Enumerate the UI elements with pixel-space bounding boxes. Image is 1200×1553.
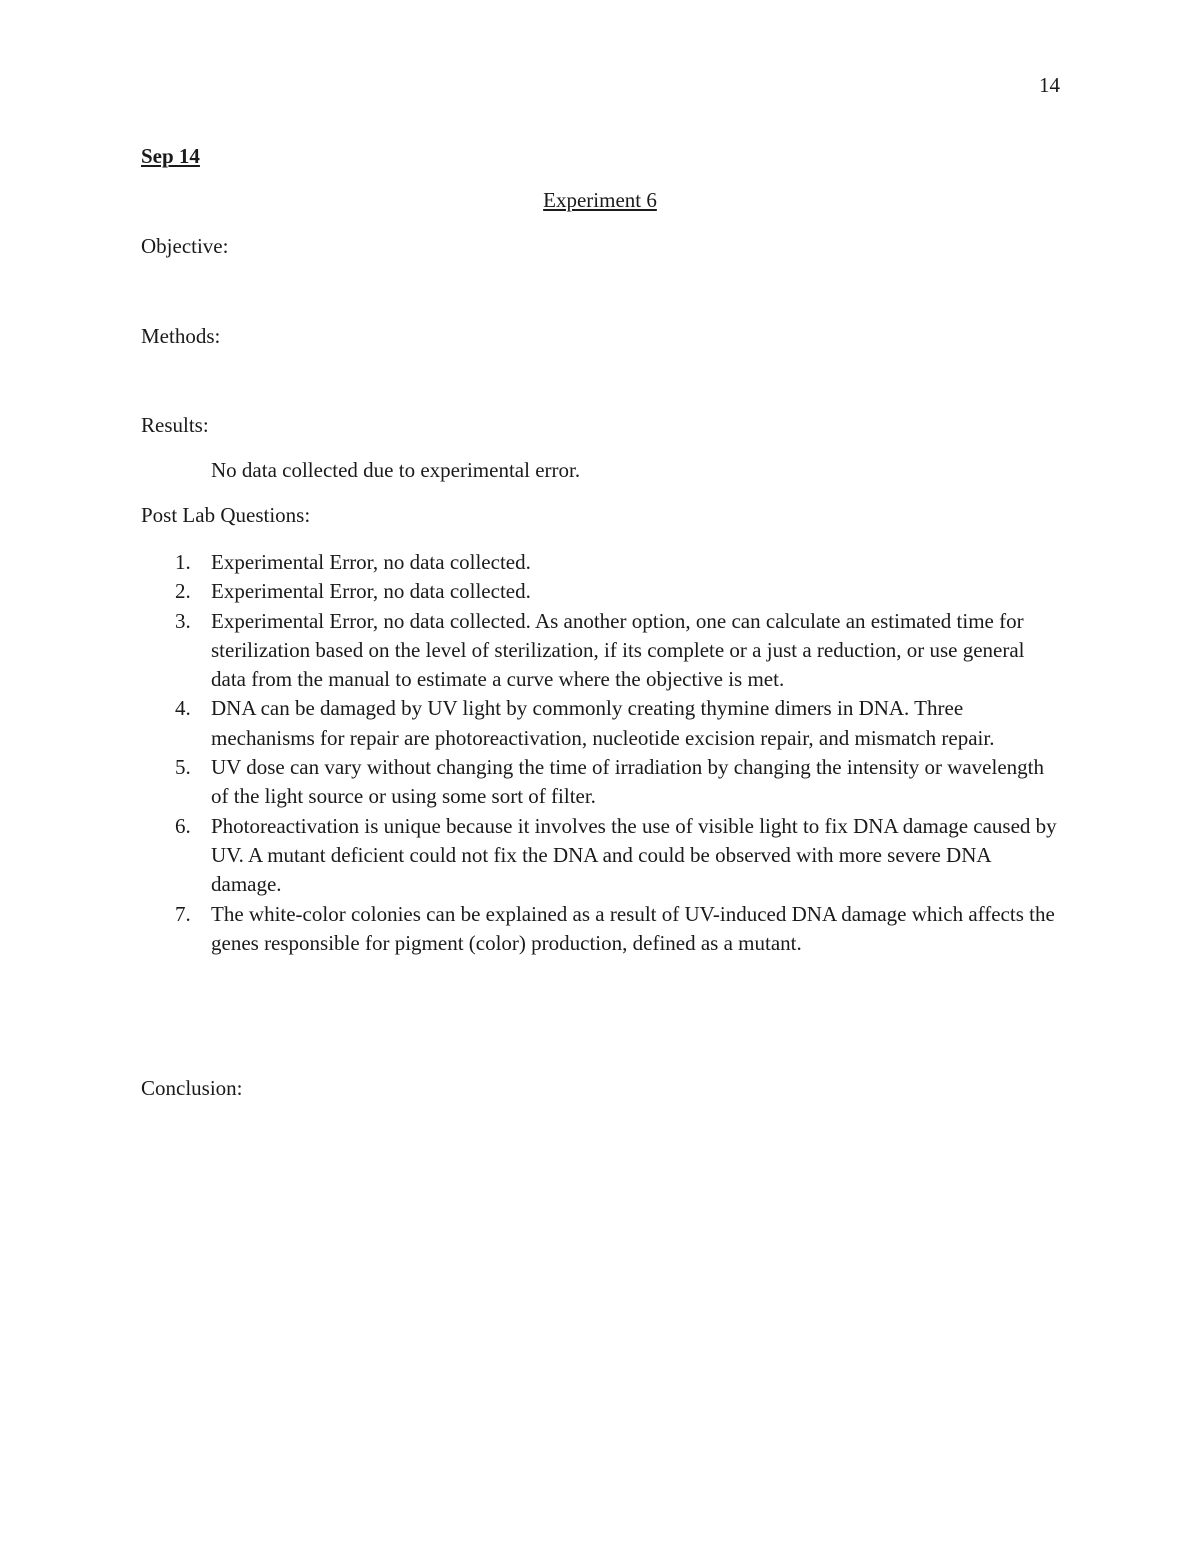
question-item [141, 694, 1061, 753]
question-number: 7. [175, 901, 191, 926]
page-number: 14 [1039, 73, 1060, 97]
results-text: No data collected due to experimental error. [211, 458, 581, 482]
objective-label: Objective: [141, 234, 229, 258]
question-number: 1. [175, 550, 191, 574]
results-label: Results: [141, 413, 209, 437]
question-answer: DNA can be damaged by UV light by commonly creating thymine dimers in DNA. Three mechanisms for repair are photoreactivation, nucleotide excision repair, and mismatch repair. [211, 696, 995, 750]
question-number: 6. [175, 813, 191, 838]
question-answer: Experimental Error, no data collected. [211, 550, 531, 574]
question-number: 3. [175, 608, 191, 633]
question-answer: Experimental Error, no data collected. As another option, one can calculate an estimated time for sterilization based on the level of sterilization, if its complete or a just a reduction, or use general data from the manual to estimate a curve where the objective is met. [211, 608, 1025, 692]
date-heading: Sep 14 [141, 144, 200, 168]
post-lab-questions-label: Post Lab Questions: [141, 503, 311, 527]
question-number: 5. [175, 755, 191, 780]
question-answer: Photoreactivation is unique because it involves the use of visible light to fix DNA damage caused by UV. A mutant deficient could not fix the DNA and could be observed with more severe DNA damage. [211, 813, 1057, 897]
post-lab-questions-list [141, 548, 1061, 958]
experiment-title: Experiment 6 [543, 188, 657, 212]
question-item [141, 812, 1061, 900]
question-answer: UV dose can vary without changing the time of irradiation by changing the intensity or wavelength of the light source or using some sort of filter. [211, 755, 1044, 809]
question-answer: Experimental Error, no data collected. [211, 579, 531, 604]
question-item [141, 607, 1061, 695]
question-item [141, 753, 1061, 812]
question-item [141, 900, 1061, 959]
question-number: 2. [175, 579, 191, 604]
methods-label: Methods: [141, 324, 221, 348]
question-item [141, 577, 1061, 606]
question-answer: The white-color colonies can be explained as a result of UV-induced DNA damage which affects the genes responsible for pigment (color) production, defined as a mutant. [211, 901, 1055, 955]
conclusion-label: Conclusion: [141, 1076, 243, 1100]
question-item [141, 548, 1061, 577]
question-number: 4. [175, 696, 191, 721]
